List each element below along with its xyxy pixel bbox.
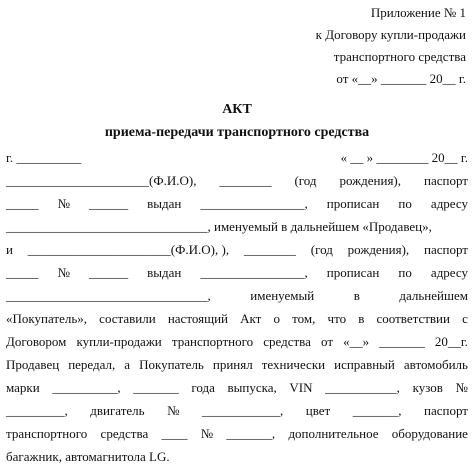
- body-word: «__»: [343, 334, 370, 349]
- body-word: паспорт: [424, 242, 468, 257]
- body-word: ________________,: [200, 265, 308, 280]
- body-word: прописан: [326, 196, 380, 211]
- body-word: адресу: [430, 196, 468, 211]
- body-word: ___________,: [325, 380, 400, 395]
- body-word: _____: [6, 265, 39, 280]
- body-word: средства: [263, 334, 311, 349]
- body-word: №: [57, 196, 70, 211]
- body-word: и: [6, 242, 13, 257]
- body-word: _______,: [226, 426, 276, 441]
- body-line-4: [6, 215, 468, 238]
- body-line-6: [6, 261, 468, 284]
- body-word: _________,: [6, 403, 68, 418]
- body-word: ______: [89, 196, 129, 211]
- body-word: _____: [6, 196, 39, 211]
- body-word: « __ » ________ 20__ г.: [340, 150, 468, 165]
- body-line-2: [6, 169, 468, 192]
- body-word: том,: [292, 311, 316, 326]
- appendix-contract-subject: транспортного средства: [333, 49, 466, 64]
- body-line-8: [6, 307, 468, 330]
- body-word: Продавец: [6, 357, 60, 372]
- body-word: _______________________________, именуемый в дальнейшем «Продавец»,: [6, 219, 432, 234]
- body-word: по: [398, 196, 412, 211]
- body-word: 20__г.: [434, 334, 468, 349]
- body-word: двигатель: [90, 403, 145, 418]
- body-word: _______________________________,: [6, 288, 211, 303]
- body-word: а: [124, 357, 131, 372]
- body-word: ________: [243, 242, 296, 257]
- body-word: выдан: [147, 265, 182, 280]
- body-word: принял: [212, 357, 253, 372]
- body-word: что: [327, 311, 347, 326]
- body-word: багажник, автомагнитола LG.: [6, 449, 170, 464]
- body-line-14: [6, 445, 468, 468]
- body-word: ____: [161, 426, 188, 441]
- body-word: (год: [294, 173, 317, 188]
- body-word: в: [358, 311, 365, 326]
- body-word: ________: [219, 173, 272, 188]
- body-word: средства: [100, 426, 149, 441]
- body-word: марки: [6, 380, 40, 395]
- body-word: №: [57, 265, 70, 280]
- body-word: __________,: [52, 380, 121, 395]
- appendix-contract-date: от «__» _______ 20__ г.: [336, 71, 466, 86]
- body-word: технически: [261, 357, 326, 372]
- body-word: Договором: [6, 334, 67, 349]
- body-word: №: [200, 426, 214, 441]
- body-line-7: [6, 284, 468, 307]
- body-word: дополнительное: [288, 426, 379, 441]
- body-line-10: [6, 353, 468, 376]
- body-word: по: [398, 265, 412, 280]
- body-word: _______: [379, 334, 425, 349]
- body-word: ______: [89, 265, 129, 280]
- body-word: о: [273, 311, 280, 326]
- body-word: Покупатель: [139, 357, 204, 372]
- body-word: именуемый: [250, 288, 315, 303]
- body-word: выпуска,: [227, 380, 277, 395]
- body-word: соответствии: [376, 311, 450, 326]
- body-word: рождения),: [347, 242, 410, 257]
- body-word: настоящий: [167, 311, 228, 326]
- body-word: паспорт: [424, 173, 468, 188]
- body-word: №: [455, 380, 468, 395]
- body-word: цвет: [305, 403, 331, 418]
- body-line-9: [6, 330, 468, 353]
- body-word: «Покупатель»,: [6, 311, 88, 326]
- body-word: купли-продажи: [76, 334, 162, 349]
- document-body: [6, 146, 468, 468]
- document-title: АКТ: [222, 102, 252, 117]
- body-word: (год: [310, 242, 333, 257]
- body-word: ________________,: [200, 196, 308, 211]
- body-word: дальнейшем: [399, 288, 468, 303]
- body-word: ______________________(Ф.И.О),: [6, 173, 197, 188]
- body-word: составили: [99, 311, 156, 326]
- body-word: рождения),: [339, 173, 402, 188]
- appendix-number: Приложение № 1: [370, 5, 466, 20]
- body-line-12: [6, 399, 468, 422]
- body-word: адресу: [430, 265, 468, 280]
- body-word: исправный: [334, 357, 395, 372]
- body-word: с: [462, 311, 468, 326]
- body-line-13: [6, 422, 468, 445]
- body-word: от: [321, 334, 334, 349]
- body-word: передал,: [68, 357, 116, 372]
- body-word: №: [167, 403, 180, 418]
- document-subtitle: приема-передачи транспортного средства: [104, 125, 370, 140]
- body-word: VIN: [289, 380, 313, 395]
- body-word: г. __________: [6, 150, 82, 165]
- body-line-11: [6, 376, 468, 399]
- appendix-header: [266, 2, 466, 90]
- body-word: года: [191, 380, 215, 395]
- body-word: выдан: [147, 196, 182, 211]
- appendix-contract-ref: к Договору купли-продажи: [315, 27, 466, 42]
- body-word: в: [353, 288, 360, 303]
- body-word: оборудование: [391, 426, 468, 441]
- body-line-5: [6, 238, 468, 261]
- body-word: _______: [133, 380, 179, 395]
- body-word: прописан: [326, 265, 380, 280]
- body-word: транспортного: [6, 426, 88, 441]
- body-word: _______,: [352, 403, 402, 418]
- body-word: Акт: [240, 311, 262, 326]
- body-word: ______________________(Ф.И.О), ),: [27, 242, 230, 257]
- body-line-1: [6, 146, 468, 169]
- body-word: ____________,: [202, 403, 284, 418]
- body-word: паспорт: [423, 403, 468, 418]
- body-word: автомобиль: [403, 357, 468, 372]
- body-word: транспортного: [171, 334, 254, 349]
- body-word: кузов: [412, 380, 443, 395]
- body-line-3: [6, 192, 468, 215]
